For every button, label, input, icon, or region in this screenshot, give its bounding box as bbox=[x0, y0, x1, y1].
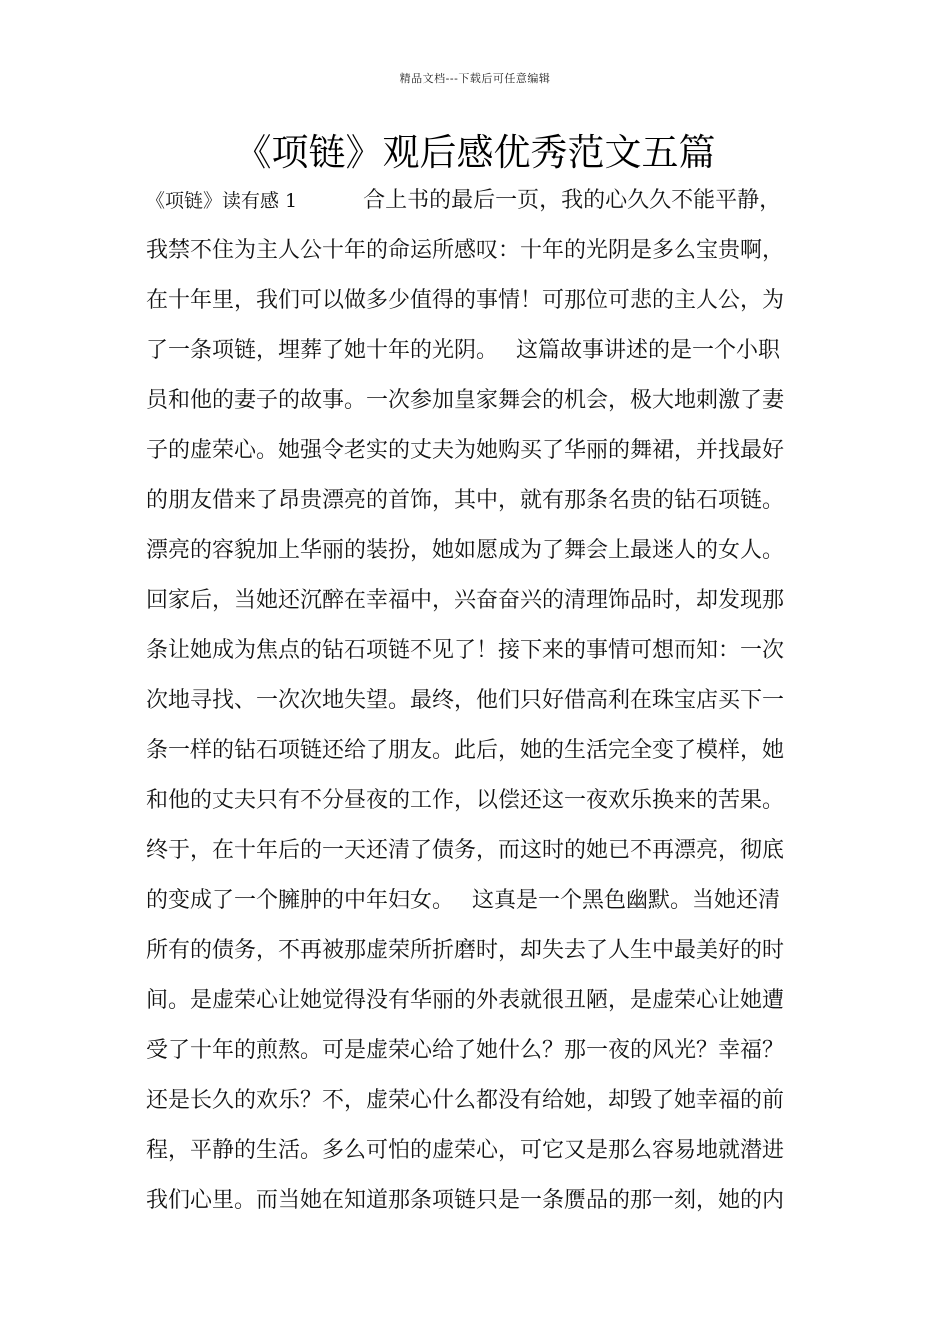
paragraph-line: 的变成了一个臃肿的中年妇女。 这真是一个黑色幽默。当她还清 bbox=[146, 888, 780, 913]
first-line-lead: 《项链》读有感 1 bbox=[146, 190, 298, 212]
first-line-rest: 合上书的最后一页，我的心久久不能平静， bbox=[363, 188, 782, 213]
paragraph-line: 还是长久的欢乐？不，虚荣心什么都没有给她，却毁了她幸福的前 bbox=[146, 1088, 785, 1113]
paragraph-line: 的朋友借来了昂贵漂亮的首饰，其中，就有那条名贵的钻石项链。 bbox=[146, 488, 785, 513]
paragraph-line: 次地寻找、一次次地失望。最终，他们只好借高利在珠宝店买下一 bbox=[146, 688, 785, 713]
paragraph-line: 在十年里，我们可以做多少值得的事情！可那位可悲的主人公，为 bbox=[146, 288, 785, 313]
paragraph-line: 程，平静的生活。多么可怕的虚荣心，可它又是那么容易地就潜进 bbox=[146, 1138, 785, 1163]
paragraph-line: 和他的丈夫只有不分昼夜的工作，以偿还这一夜欢乐换来的苦果。 bbox=[146, 788, 785, 813]
paragraph-line: 员和他的妻子的故事。一次参加皇家舞会的机会，极大地刺激了妻 bbox=[146, 388, 785, 413]
paragraph-line: 所有的债务，不再被那虚荣所折磨时，却失去了人生中最美好的时 bbox=[146, 938, 785, 963]
paragraph-line: 漂亮的容貌加上华丽的装扮，她如愿成为了舞会上最迷人的女人。 bbox=[146, 538, 785, 563]
paragraph-line bbox=[146, 176, 806, 226]
paragraph-line: 终于，在十年后的一天还清了债务，而这时的她已不再漂亮，彻底 bbox=[146, 838, 785, 863]
paragraph-line: 回家后，当她还沉醉在幸福中，兴奋奋兴的清理饰品时，却发现那 bbox=[146, 588, 785, 613]
paragraph-line: 了一条项链，埋葬了她十年的光阴。 这篇故事讲述的是一个小职 bbox=[146, 338, 780, 363]
article-body bbox=[146, 176, 806, 1226]
paragraph-line: 条一样的钻石项链还给了朋友。此后，她的生活完全变了模样，她 bbox=[146, 738, 785, 763]
paragraph-line: 受了十年的煎熬。可是虚荣心给了她什么？那一夜的风光？幸福？ bbox=[146, 1038, 785, 1063]
paragraph-line: 条让她成为焦点的钻石项链不见了！接下来的事情可想而知：一次 bbox=[146, 638, 785, 663]
paragraph-line: 子的虚荣心。她强令老实的丈夫为她购买了华丽的舞裙，并找最好 bbox=[146, 438, 785, 463]
paragraph-line: 我们心里。而当她在知道那条项链只是一条赝品的那一刻，她的内 bbox=[146, 1188, 785, 1213]
document-title: 《项链》观后感优秀范文五篇 bbox=[234, 131, 716, 174]
paragraph-line: 我禁不住为主人公十年的命运所感叹：十年的光阴是多么宝贵啊， bbox=[146, 238, 785, 263]
header-note: 精品文档---下载后可任意编辑 bbox=[399, 72, 551, 85]
paragraph-line: 间。是虚荣心让她觉得没有华丽的外表就很丑陋，是虚荣心让她遭 bbox=[146, 988, 785, 1013]
